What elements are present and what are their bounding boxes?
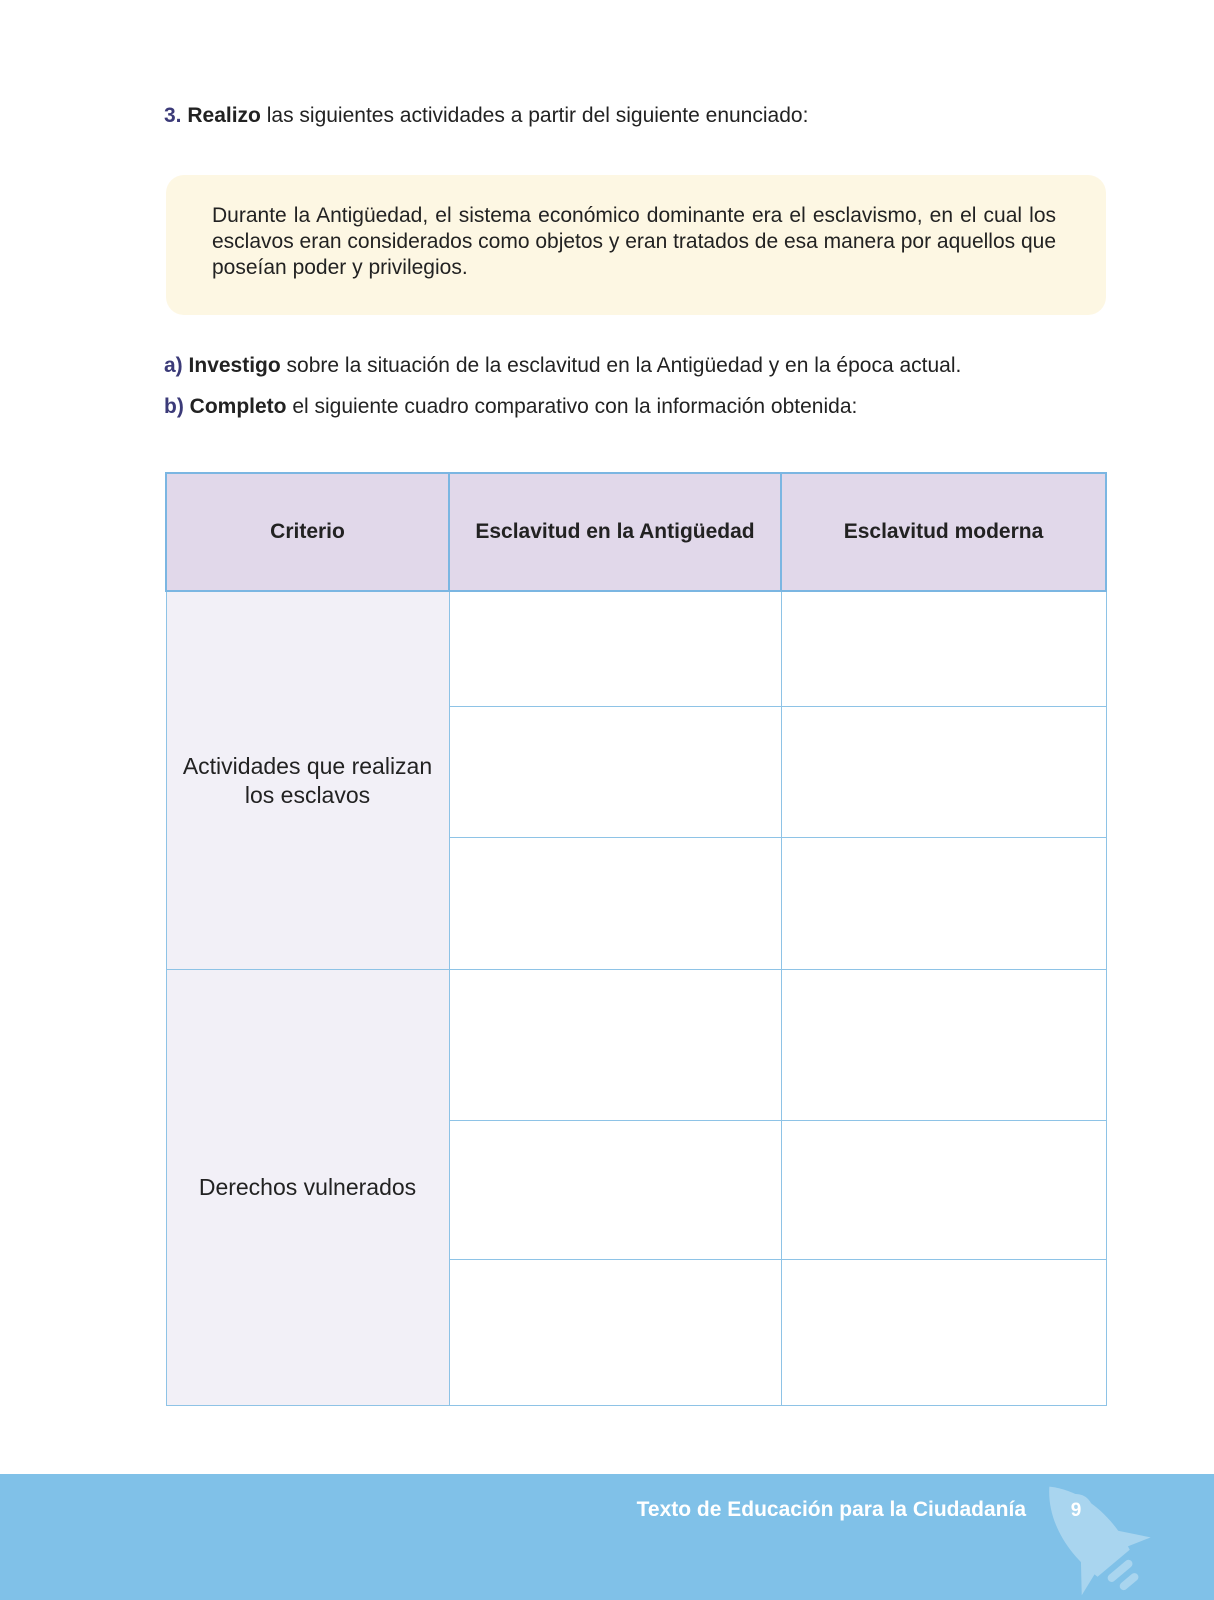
answer-cell[interactable] — [449, 1260, 781, 1406]
comparison-table — [165, 472, 1107, 1406]
criterion-activities: Actividades que realizan los esclavos — [166, 591, 449, 969]
subtask-verb: Completo — [189, 395, 287, 418]
subtask-text: el siguiente cuadro comparativo con la información obtenida: — [286, 395, 858, 418]
subtask-letter: a) — [164, 354, 183, 377]
header-criterio: Criterio — [166, 473, 449, 591]
subtask-b — [164, 395, 857, 419]
subtask-a — [164, 354, 961, 378]
subtask-letter: b) — [164, 395, 184, 418]
answer-cell[interactable] — [449, 1120, 781, 1260]
answer-cell[interactable] — [781, 591, 1106, 706]
answer-cell[interactable] — [449, 837, 781, 969]
subtask-text: sobre la situación de la esclavitud en la Antigüedad y en la época actual. — [280, 354, 962, 377]
statement-box — [166, 175, 1106, 315]
answer-cell[interactable] — [781, 1260, 1106, 1406]
table-row — [166, 970, 1106, 1121]
answer-cell[interactable] — [449, 707, 781, 837]
criterion-rights: Derechos vulnerados — [166, 970, 449, 1406]
header-moderna: Esclavitud moderna — [781, 473, 1106, 591]
subtask-verb: Investigo — [188, 354, 281, 377]
header-antiguedad: Esclavitud en la Antigüedad — [449, 473, 781, 591]
answer-cell[interactable] — [781, 707, 1106, 837]
page-footer — [0, 1474, 1214, 1600]
rocket-icon — [1020, 1474, 1170, 1600]
page-number: 9 — [1059, 1494, 1093, 1528]
activity-text: las siguientes actividades a partir del siguiente enunciado: — [260, 104, 809, 127]
answer-cell[interactable] — [781, 837, 1106, 969]
answer-cell[interactable] — [449, 970, 781, 1121]
activity-number: 3. — [164, 104, 182, 127]
answer-cell[interactable] — [781, 970, 1106, 1121]
answer-cell[interactable] — [781, 1120, 1106, 1260]
answer-cell[interactable] — [449, 591, 781, 706]
table-header-row — [166, 473, 1106, 591]
activity-verb: Realizo — [187, 104, 261, 127]
activity-instruction — [164, 104, 808, 128]
statement-text: Durante la Antigüedad, el sistema económico dominante era el esclavismo, en el cual los esclavos eran considerados como objetos y eran tratados de esa manera por aquellos que poseían poder y privilegios. — [212, 204, 1057, 279]
footer-title: Texto de Educación para la Ciudadanía — [636, 1498, 1026, 1521]
table-row — [166, 591, 1106, 706]
